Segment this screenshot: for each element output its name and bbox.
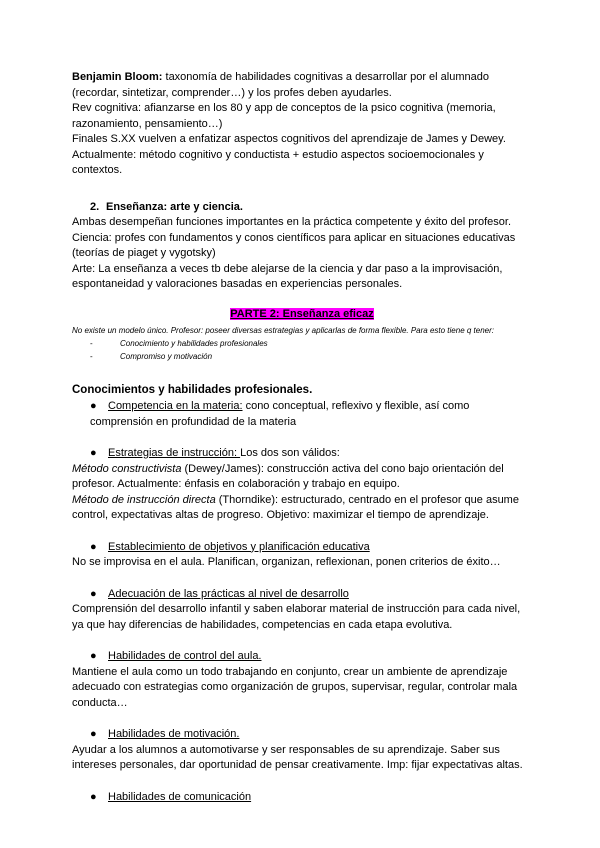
part-title-highlight: PARTE 2: Enseñanza eficaz (230, 307, 374, 320)
bullet-label: Adecuación de las prácticas al nivel de desarrollo (108, 587, 349, 600)
bullet-dot: ● (90, 587, 97, 600)
bullet-text: Los dos son válidos: (240, 447, 340, 459)
bullet-dot: ● (90, 400, 97, 412)
subsection-heading: Conocimientos y habilidades profesionales. (72, 383, 313, 396)
dash-item-label: Compromiso y motivación (120, 351, 213, 361)
paragraph-ciencia: Ciencia: profes con fundamentos y conos científicos para aplicar en situaciones educativas (teorías de piaget y vygotsky) (72, 231, 516, 259)
bullet-dot: ● (90, 790, 97, 803)
paragraph-finales: Finales S.XX vuelven a enfatizar aspectos cognitivos del aprendizaje de James y Dewey. (72, 133, 506, 145)
bullet-dot: ● (90, 540, 97, 553)
paragraph-arte: Arte: La enseñanza a veces tb debe alejarse de la ciencia y dar paso a la improvisación, espontaneidad y valoraciones basadas en experiencias personales. (72, 262, 503, 290)
dash-list-item (72, 350, 532, 363)
part-heading (72, 307, 532, 323)
paragraph-objetivos: No se improvisa en el aula. Planifican, organizan, reflexionan, ponen criterios de éxito… (72, 556, 501, 568)
paragraph-control-aula: Mantiene el aula como un todo trabajando en conjunto, crear un ambiente de aprendizaje adecuado con estrategias como organización de grupos, supervisar, regular, controlar mala conducta… (72, 665, 518, 709)
bullet-text: cono conceptual, reflexivo y flexible, así como comprensión en profundidad de la materia (90, 400, 470, 428)
paragraph-instruccion-directa (72, 493, 532, 524)
bullet-label: Habilidades de motivación. (108, 728, 240, 740)
paragraph-rev-cognitiva: Rev cognitiva: afianzarse en los 80 y app de conceptos de la psico cognitiva (memoria, razonamiento, pensamiento…) (72, 102, 496, 130)
bullet-motivacion (72, 727, 532, 743)
bullet-dot: ● (90, 728, 97, 740)
part-intro: No existe un modelo único. Profesor: poseer diversas estrategias y aplicarlas de forma flexible. Para esto tiene q tener: (72, 326, 494, 335)
paragraph-constructivista (72, 462, 532, 493)
bullet-control-aula (72, 649, 532, 665)
bloom-text: taxonomía de habilidades cognitivas a desarrollar por el alumnado (recordar, sintetizar, comprender…) y los profes deben ayudarles. (72, 71, 489, 99)
paragraph-bloom (72, 70, 532, 101)
bullet-label: Competencia en la materia: (108, 400, 243, 412)
section-heading-arte-ciencia (72, 200, 532, 216)
document-page (72, 70, 532, 805)
paragraph-adecuacion: Comprensión del desarrollo infantil y saben elaborar material de instrucción para cada nivel, ya que hay diferencias de habilidades, competencias en cada etapa evolutiva. (72, 603, 521, 631)
bullet-label: Habilidades de control del aula. (108, 650, 262, 662)
bullet-dot: ● (90, 447, 97, 459)
bullet-label: Estrategias de instrucción: (108, 447, 241, 459)
dash-mark: - (90, 338, 93, 348)
section-number: 2. (90, 200, 100, 213)
bullet-competencia (72, 399, 532, 430)
bullet-label: Habilidades de comunicación (108, 790, 252, 803)
dash-list-item (72, 337, 532, 350)
bullet-label: Establecimiento de objetivos y planificación educativa (108, 540, 370, 553)
dash-item-label: Conocimiento y habilidades profesionales (120, 338, 268, 348)
method-text: (Dewey/James): construcción activa del cono bajo orientación del profesor. Actualmente: énfasis en colaboración y trabajo en equipo. (72, 462, 504, 490)
method-label: Método de instrucción directa (72, 493, 216, 506)
method-label: Método constructivista (72, 462, 182, 475)
bloom-label: Benjamin Bloom: (72, 71, 163, 83)
method-text: (Thorndike): estructurado, centrado en el profesor que asume control, expectativas altas de progreso. Objetivo: maximizar el tiempo de aprendizaje. (72, 493, 519, 521)
bullet-dot: ● (90, 650, 97, 662)
dash-mark: - (90, 351, 93, 361)
bullet-comunicacion (72, 790, 532, 806)
paragraph-ambas: Ambas desempeñan funciones importantes en la práctica competente y éxito del profesor. (72, 216, 512, 228)
section-title: Enseñanza: arte y ciencia. (106, 200, 243, 213)
bullet-objetivos (72, 540, 532, 556)
bullet-adecuacion (72, 587, 532, 603)
paragraph-motivacion: Ayudar a los alumnos a automotivarse y ser responsables de su aprendizaje. Saber sus intereses personales, dar oportunidad de pensar creativamente. Imp: fijar expectativas altas. (72, 743, 523, 771)
bullet-estrategias (72, 446, 532, 462)
paragraph-actualmente: Actualmente: método cognitivo y conductista + estudio aspectos socioemocionales y contextos. (72, 148, 484, 176)
